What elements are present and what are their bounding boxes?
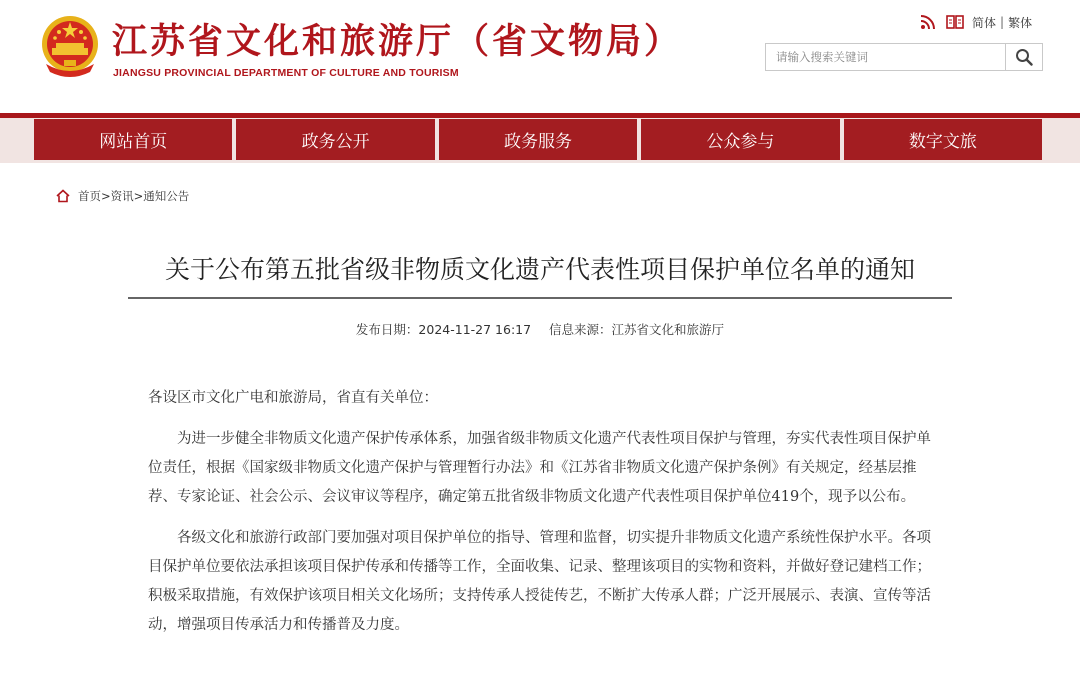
search-box [765, 43, 1043, 71]
body-paragraph: 为进一步健全非物质文化遗产保护传承体系，加强省级非物质文化遗产代表性项目保护与管理，夯实代表性项目保护单位责任，根据《国家级非物质文化遗产保护与管理暂行办法》和《江苏省非物质文化遗产保护条例》有关规定，经基层推荐、专家论证、社会公示、会议审议等程序，确定第五批省级非物质文化遗产代表性项目保护单位419个，现予以公布。 [148, 431, 931, 505]
search-input[interactable] [766, 44, 1006, 70]
salutation-paragraph: 各设区市文化广电和旅游局，省直有关单位： [148, 390, 438, 406]
breadcrumb-news[interactable]: 资讯 [110, 189, 134, 203]
simplified-chinese-link[interactable]: 简体 [972, 15, 997, 30]
main-nav [34, 119, 1042, 160]
breadcrumb-home[interactable]: 首页 [78, 189, 101, 203]
breadcrumb-separator: > [133, 189, 144, 203]
national-emblem-logo [38, 14, 102, 80]
nav-item-public-participation[interactable]: 公众参与 [641, 119, 839, 160]
article-body [148, 384, 938, 652]
article-title: 关于公布第五批省级非物质文化遗产代表性项目保护单位名单的通知 [164, 255, 915, 284]
lang-separator: | [1000, 15, 1005, 29]
nav-item-government-services[interactable]: 政务服务 [439, 119, 637, 160]
search-icon [1015, 48, 1033, 66]
breadcrumb-notices[interactable]: 通知公告 [143, 189, 190, 203]
home-icon [56, 189, 70, 203]
nav-item-government-affairs[interactable]: 政务公开 [236, 119, 434, 160]
article-meta [128, 320, 952, 338]
reading-mode-icon[interactable] [946, 14, 962, 30]
breadcrumb-separator: > [101, 189, 111, 203]
title-divider [128, 297, 952, 299]
site-subtitle: JIANGSU PROVINCIAL DEPARTMENT OF CULTURE AND TOURISM [113, 67, 459, 79]
top-links [920, 12, 1032, 32]
breadcrumb [56, 188, 189, 204]
publish-date: 发布日期：2024-11-27 16:17 [355, 322, 532, 337]
rss-icon[interactable] [920, 14, 936, 30]
body-paragraph: 各级文化和旅游行政部门要加强对项目保护单位的指导、管理和监督，切实提升非物质文化遗产系统性保护水平。各项目保护单位要依法承担该项目保护传承和传播等工作，全面收集、记录、整理该项目的实物和资料，并做好登记建档工作；积极采取措施，有效保护该项目相关文化场所；支持传承人授徒传艺，不断扩大传承人群；广泛开展展示、表演、宣传等活动，增强项目传承活力和传播普及力度。 [148, 530, 931, 633]
site-title: 江苏省文化和旅游厅（省文物局） [112, 22, 683, 62]
traditional-chinese-link[interactable]: 繁体 [1008, 15, 1033, 30]
nav-item-digital-tourism[interactable]: 数字文旅 [844, 119, 1042, 160]
nav-item-home[interactable]: 网站首页 [34, 119, 232, 160]
info-source: 信息来源：江苏省文化和旅游厅 [549, 322, 725, 337]
search-button[interactable] [1005, 44, 1042, 70]
